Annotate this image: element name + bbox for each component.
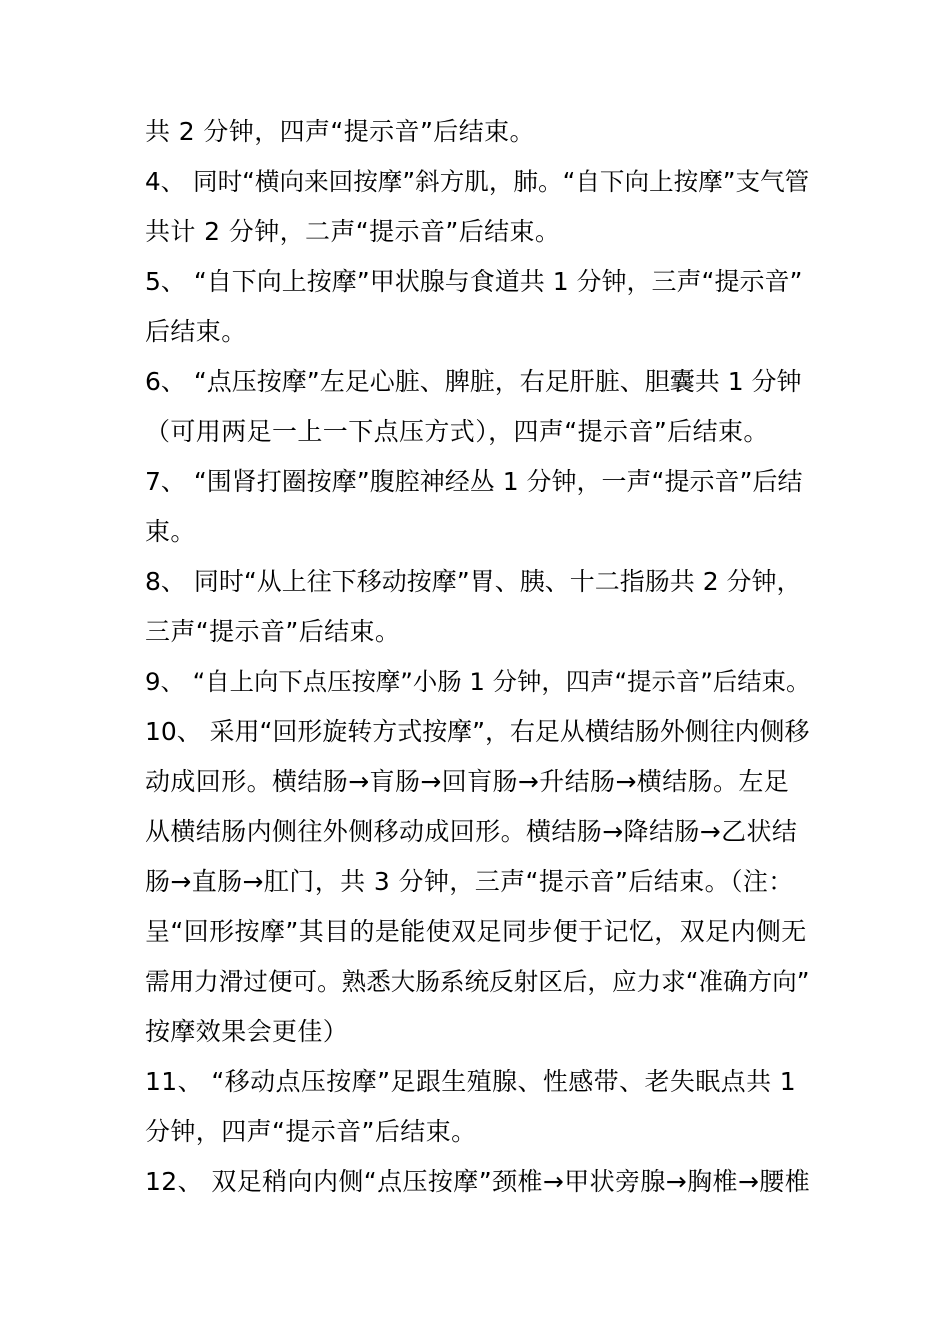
text-line: 后结束。 <box>145 317 247 346</box>
text-line: 共 2 分钟，四声“提示音”后结束。 <box>145 117 535 146</box>
text-line: 三声“提示音”后结束。 <box>145 617 401 646</box>
text-line: （可用两足一上一下点压方式），四声“提示音”后结束。 <box>145 417 769 446</box>
text-line: 分钟，四声“提示音”后结束。 <box>145 1117 477 1146</box>
text-line: 12、 双足稍向内侧“点压按摩”颈椎→甲状旁腺→胸椎→腰椎 <box>145 1167 811 1196</box>
text-line: 7、 “围肾打圈按摩”腹腔神经丛 1 分钟，一声“提示音”后结 <box>145 467 803 496</box>
text-line: 共计 2 分钟，二声“提示音”后结束。 <box>145 217 561 246</box>
text-line: 9、 “自上向下点压按摩”小肠 1 分钟，四声“提示音”后结束。 <box>145 667 811 696</box>
text-line: 6、 “点压按摩”左足心脏、脾脏，右足肝脏、胆囊共 1 分钟 <box>145 367 802 396</box>
text-line: 呈“回形按摩”其目的是能使双足同步便于记忆，双足内侧无 <box>145 917 807 946</box>
text-line: 4、 同时“横向来回按摩”斜方肌，肺。“自下向上按摩”支气管 <box>145 167 810 196</box>
text-line: 11、 “移动点压按摩”足跟生殖腺、性感带、老失眠点共 1 <box>145 1067 797 1096</box>
text-line: 肠→直肠→肛门，共 3 分钟，三声“提示音”后结束。（注： <box>145 867 794 896</box>
text-line: 动成回形。横结肠→肓肠→回肓肠→升结肠→横结肠。左足 <box>145 767 790 796</box>
text-line: 8、 同时“从上往下移动按摩”胃、胰、十二指肠共 2 分钟， <box>145 567 802 596</box>
text-line: 按摩效果会更佳） <box>145 1017 349 1046</box>
text-line: 5、 “自下向上按摩”甲状腺与食道共 1 分钟，三声“提示音” <box>145 267 803 296</box>
text-line: 10、 采用“回形旋转方式按摩”，右足从横结肠外侧往内侧移 <box>145 717 810 746</box>
text-line: 束。 <box>145 517 196 546</box>
text-line: 从横结肠内侧往外侧移动成回形。横结肠→降结肠→乙状结 <box>145 817 798 846</box>
text-line: 需用力滑过便可。熟悉大肠系统反射区后，应力求“准确方向” <box>145 967 810 996</box>
